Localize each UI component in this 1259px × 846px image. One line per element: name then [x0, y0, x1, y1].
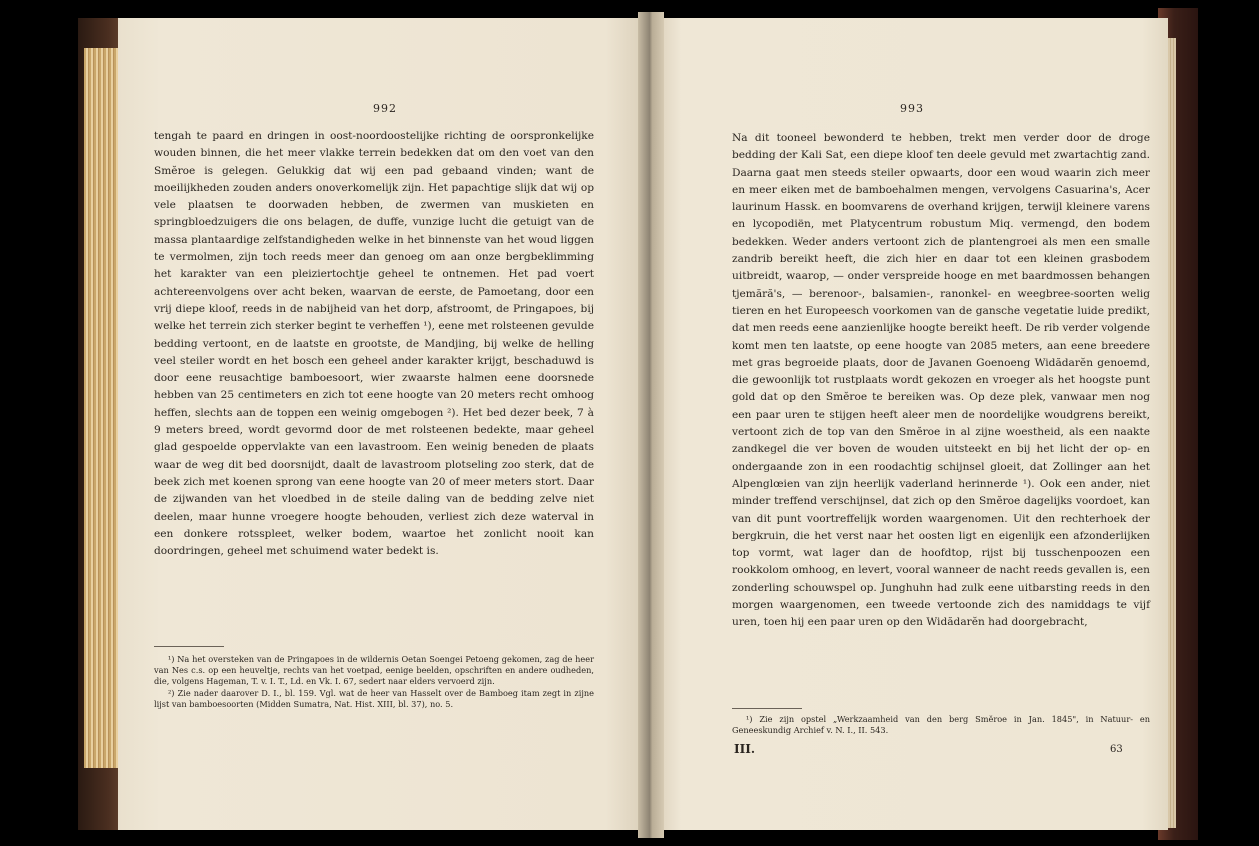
paragraph: tengah te paard en dringen in oost-noordoostelijke richting de oorspronkelijke wouden binnen, die het meer vlakke terrein bedekken dat om den voet van den Smĕroe is gelegen. Gelukkig dat wij een pad gebaand vinden; want de moeilijkheden zouden anders onoverkomelijk zijn. Het papachtige slijk dat wij op vele plaatsen te doorwaden hebben, de zwermen van muskieten en springbloedzuigers die ons belagen, de duffe, vunzige lucht die getuigt van de massa plantaardige zelfstandigheden welke in het binnenste van het woud liggen te vermolmen, zijn toch reeds meer dan genoeg om aan onze bergbeklimming het karakter van een pleiziertochtje geheel te ontnemen. Het pad voert achtereenvolgens over acht beken, waarvan de eerste, de Pamoetang, door een vrij diepe kloof, reeds in de nabijheid van het dorp, afstroomt, de Pringapoes, bij welke het terrein zich sterker begint te verheffen ¹), eene met rolsteenen gevulde bedding vertoont, en de laatste en grootste, de Mandjing, bij welke de helling veel steiler wordt en het bosch een geheel ander karakter krijgt, beschaduwd is door eene reusachtige bamboesoort, wier zwaarste halmen eene doorsnede hebben van 25 centimeters en zich tot eene hoogte van 20 meters recht omhoog heffen, slechts aan de toppen een weinig omgebogen ²). Het bed dezer beek, 7 à 9 meters breed, wordt gevormd door de met rolsteenen bedekte, maar geheel glad gespoelde oppervlakte van een lavastroom. Een weinig beneden de plaats waar de weg dit bed doorsnijdt, daalt de lavastroom plotseling zoo sterk, dat de beek zich met koenen sprong van eene hoogte van 20 of meer meters stort. Daar de zijwanden van het vloedbed in de steile daling van de bedding zelve niet deelen, maar hunne vroegere hoogte behouden, verliest zich deze waterval in een donkere rotsspleet, welker bodem, waartoe het zonlicht nooit kan doordringen, geheel met schuimend water bedekt is. [154, 130, 594, 558]
body-text [732, 130, 1150, 632]
body-text [154, 128, 594, 560]
book-gutter [638, 12, 664, 838]
page-edges-left [84, 48, 120, 768]
right-page [650, 18, 1168, 830]
paragraph: Na dit tooneel bewonderd te hebben, trekt men verder door de droge bedding der Kali Sat, een diepe kloof ten deele gevuld met zwartachtig zand. Daarna gaat men steeds steiler opwaarts, door een woud waarin zich meer en meer eiken met de bamboehalmen mengen, vervolgens Casuarina's, Acer laurinum Hassk. en boomvarens de overhand krijgen, terwijl kleinere varens en lycopodiën, met Platycentrum robustum Miq. vermengd, den bodem bedekken. Weder anders vertoont zich de plantengroei als men een smalle zandrib bereikt heeft, die zich hier en daar tot een kleinen grasbodem uitbreidt, waarop, — onder verspreide hooge en met baardmossen behangen tjemără's, — berenoor-, balsamien-, ranonkel- en weegbree-soorten welig tieren en het Europeesch voorkomen van de gansche vegetatie luide predikt, dat men reeds eene aanzienlijke hoogte bereikt heeft. De rib verder volgende komt men ten laatste, op eene hoogte van 2085 meters, aan eene breedere met gras begroeide plaats, door de Javanen Goenoeng Widădarĕn genoemd, die gewoonlijk tot rustplaats wordt gekozen en vroeger als het hoogste punt gold dat op den Smĕroe te bereiken was. Op deze plek, vanwaar men nog een paar uren te stijgen heeft aleer men de noordelijke woudgrens bereikt, vertoont zich de top van den Smĕroe in al zijne woestheid, als een naakte zandkegel die ver boven de wouden uitsteekt en bij het licht der op- en ondergaande zon in een roodachtig schijnsel gloeit, dat Zollinger aan het Alpenglœien van zijn heerlijk vaderland herinnerde ¹). Ook een ander, niet minder treffend verschijnsel, dat zich op den Smĕroe dagelijks voordoet, kan van dit punt voortreffelijk worden waargenomen. Uit den rechterhoek der bergkruin, die het verst naar het oosten ligt en eigenlijk een afzonderlijken top vormt, wat lager dan de hoofdtop, rijst bij tusschenpoozen een rookkolom omhoog, en levert, vooral wanneer de nacht reeds gevallen is, een zonderling schouwspel op. Junghuhn had zulk eene uitbarsting reeds in den morgen waargenomen, een tweede vertoonde zich des namiddags te vijf uren, toen hij een paar uren op den Widădarĕn had doorgebracht, [732, 132, 1150, 629]
left-page [118, 18, 648, 830]
footnote: ²) Zie nader daarover D. I., bl. 159. Vgl. wat de heer van Hasselt over de Bamboeg itam zegt in zijne lijst van bamboesoorten (Midden Sumatra, Nat. Hist. XIII, bl. 37), no. 5. [154, 687, 594, 709]
footnote: ¹) Na het oversteken van de Pringapoes in de wildernis Oetan Soengei Petoeng gekomen, zag de heer van Nes c.s. op een heuveltje, rechts van het voetpad, eenige beelden, opschriften en andere oudheden, die, volgens Hageman, T. v. I. T., Ld. en Vk. I. 67, sedert naar elders vervoerd zijn. [154, 654, 594, 687]
open-book [78, 8, 1198, 840]
footnote: ¹) Zie zijn opstel „Werkzaamheid van den berg Smĕroe in Jan. 1845", in Natuur- en Geneeskundig Archief v. N. I., II. 543. [732, 714, 1150, 736]
footnotes [732, 714, 1150, 736]
footnote-rule [154, 646, 224, 647]
volume-signature: III. [734, 742, 756, 756]
page-number: 993 [900, 102, 924, 115]
page-number: 992 [373, 102, 397, 115]
footnote-rule [732, 708, 802, 709]
footnotes [154, 654, 594, 710]
sheet-signature: 63 [1110, 744, 1123, 755]
